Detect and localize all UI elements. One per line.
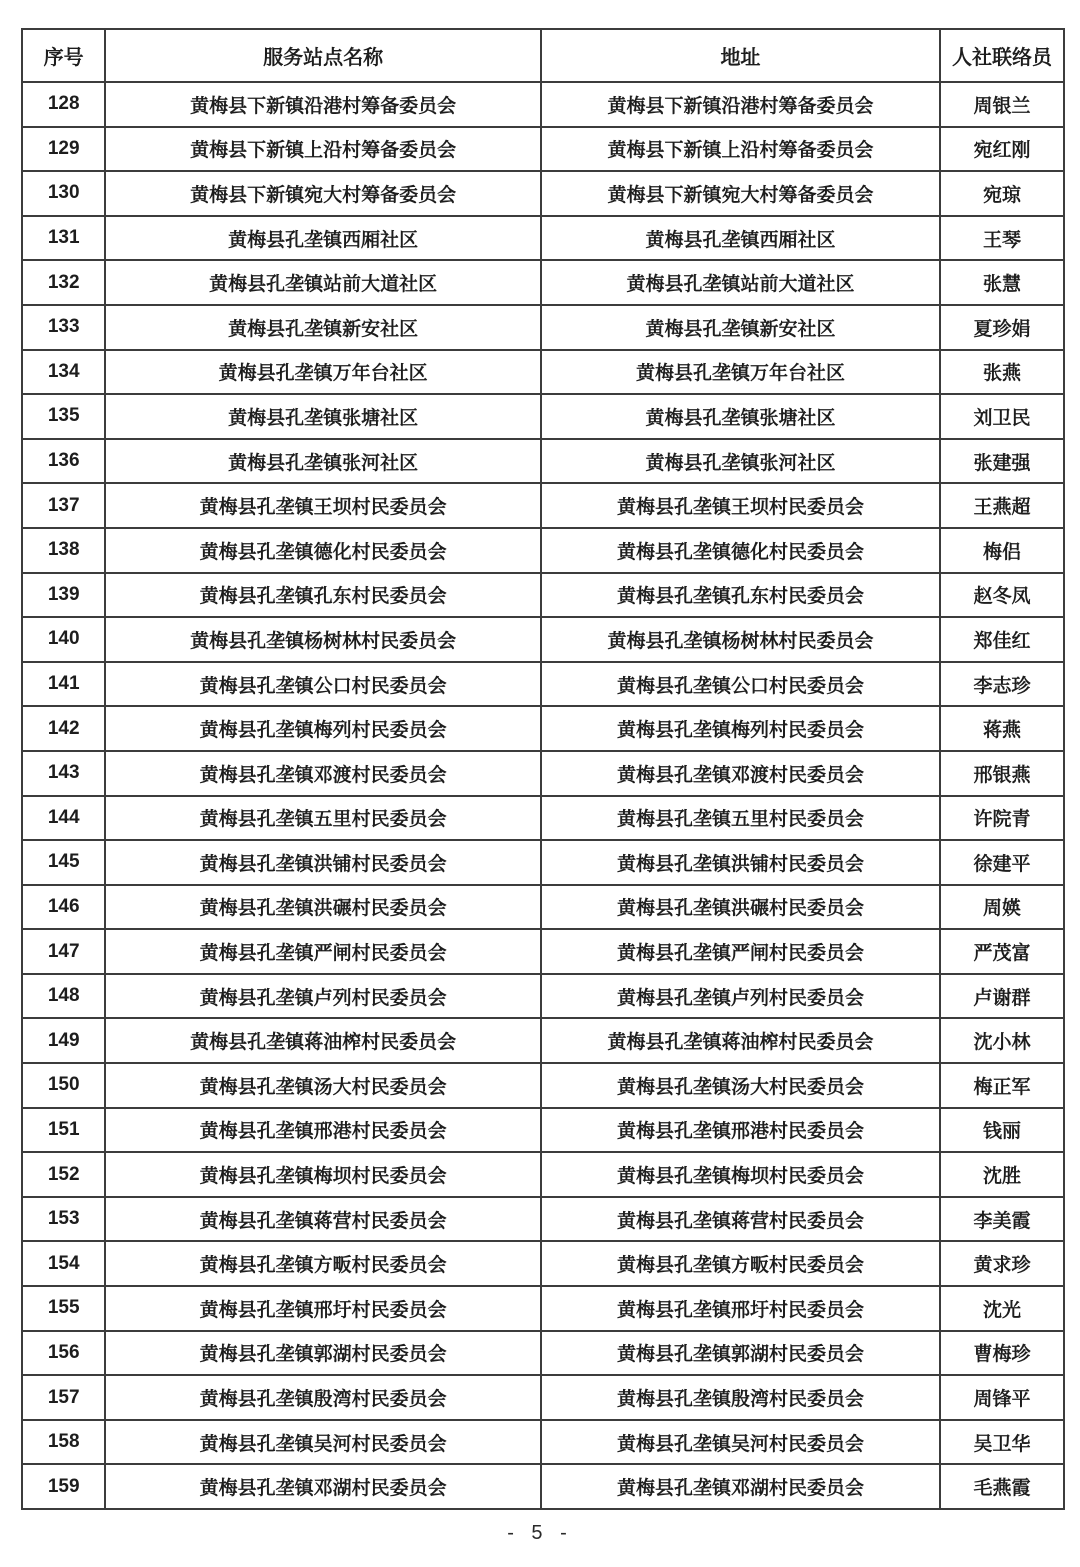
cell-station-name: 黄梅县孔垄镇张河社区 xyxy=(105,439,541,484)
header-cell-address: 地址 xyxy=(541,29,940,82)
table-row xyxy=(22,885,1064,930)
cell-address: 黄梅县下新镇沿港村筹备委员会 xyxy=(541,82,940,127)
cell-station-name: 黄梅县孔垄镇王坝村民委员会 xyxy=(105,483,541,528)
cell-liaison-name: 许院青 xyxy=(940,796,1064,841)
cell-liaison-name: 周媖 xyxy=(940,885,1064,930)
cell-serial-number: 159 xyxy=(22,1464,105,1509)
cell-station-name: 黄梅县孔垄镇邢港村民委员会 xyxy=(105,1108,541,1153)
cell-address: 黄梅县孔垄镇汤大村民委员会 xyxy=(541,1063,940,1108)
cell-address: 黄梅县孔垄镇邓湖村民委员会 xyxy=(541,1464,940,1509)
cell-address: 黄梅县孔垄镇五里村民委员会 xyxy=(541,796,940,841)
cell-liaison-name: 沈小林 xyxy=(940,1018,1064,1063)
table-row xyxy=(22,706,1064,751)
cell-liaison-name: 曹梅珍 xyxy=(940,1331,1064,1376)
table-row xyxy=(22,751,1064,796)
cell-liaison-name: 蒋燕 xyxy=(940,706,1064,751)
cell-station-name: 黄梅县孔垄镇杨树林村民委员会 xyxy=(105,617,541,662)
table-row xyxy=(22,1375,1064,1420)
cell-serial-number: 153 xyxy=(22,1197,105,1242)
cell-serial-number: 144 xyxy=(22,796,105,841)
cell-liaison-name: 王琴 xyxy=(940,216,1064,261)
cell-address: 黄梅县孔垄镇万年台社区 xyxy=(541,350,940,395)
cell-serial-number: 145 xyxy=(22,840,105,885)
cell-address: 黄梅县孔垄镇洪铺村民委员会 xyxy=(541,840,940,885)
cell-station-name: 黄梅县孔垄镇张塘社区 xyxy=(105,394,541,439)
cell-address: 黄梅县孔垄镇西厢社区 xyxy=(541,216,940,261)
cell-address: 黄梅县孔垄镇张河社区 xyxy=(541,439,940,484)
header-cell-name: 服务站点名称 xyxy=(105,29,541,82)
cell-address: 黄梅县孔垄镇孔东村民委员会 xyxy=(541,573,940,618)
table-row xyxy=(22,974,1064,1019)
page-number: - 5 - xyxy=(507,1522,573,1544)
cell-station-name: 黄梅县孔垄镇梅坝村民委员会 xyxy=(105,1152,541,1197)
table-row xyxy=(22,662,1064,707)
table-header-row xyxy=(22,29,1064,82)
table-row xyxy=(22,528,1064,573)
cell-liaison-name: 夏珍娟 xyxy=(940,305,1064,350)
cell-serial-number: 128 xyxy=(22,82,105,127)
cell-station-name: 黄梅县孔垄镇严闸村民委员会 xyxy=(105,929,541,974)
cell-station-name: 黄梅县下新镇宛大村筹备委员会 xyxy=(105,171,541,216)
cell-serial-number: 157 xyxy=(22,1375,105,1420)
table-row xyxy=(22,350,1064,395)
cell-liaison-name: 张建强 xyxy=(940,439,1064,484)
cell-liaison-name: 毛燕霞 xyxy=(940,1464,1064,1509)
cell-liaison-name: 周锋平 xyxy=(940,1375,1064,1420)
cell-serial-number: 140 xyxy=(22,617,105,662)
table-row xyxy=(22,1152,1064,1197)
cell-serial-number: 142 xyxy=(22,706,105,751)
cell-address: 黄梅县孔垄镇方畈村民委员会 xyxy=(541,1241,940,1286)
cell-station-name: 黄梅县孔垄镇西厢社区 xyxy=(105,216,541,261)
table-row xyxy=(22,1286,1064,1331)
cell-liaison-name: 沈光 xyxy=(940,1286,1064,1331)
cell-serial-number: 141 xyxy=(22,662,105,707)
table-row xyxy=(22,305,1064,350)
cell-address: 黄梅县孔垄镇严闸村民委员会 xyxy=(541,929,940,974)
cell-station-name: 黄梅县孔垄镇汤大村民委员会 xyxy=(105,1063,541,1108)
header-cell-no: 序号 xyxy=(22,29,105,82)
cell-serial-number: 132 xyxy=(22,260,105,305)
cell-serial-number: 149 xyxy=(22,1018,105,1063)
cell-serial-number: 135 xyxy=(22,394,105,439)
cell-station-name: 黄梅县孔垄镇蒋营村民委员会 xyxy=(105,1197,541,1242)
cell-address: 黄梅县孔垄镇邓渡村民委员会 xyxy=(541,751,940,796)
cell-liaison-name: 王燕超 xyxy=(940,483,1064,528)
cell-serial-number: 143 xyxy=(22,751,105,796)
cell-station-name: 黄梅县孔垄镇公口村民委员会 xyxy=(105,662,541,707)
cell-serial-number: 139 xyxy=(22,573,105,618)
cell-serial-number: 150 xyxy=(22,1063,105,1108)
cell-station-name: 黄梅县孔垄镇郭湖村民委员会 xyxy=(105,1331,541,1376)
table-row xyxy=(22,171,1064,216)
table-row xyxy=(22,929,1064,974)
cell-liaison-name: 刘卫民 xyxy=(940,394,1064,439)
cell-station-name: 黄梅县孔垄镇邓渡村民委员会 xyxy=(105,751,541,796)
cell-address: 黄梅县孔垄镇殷湾村民委员会 xyxy=(541,1375,940,1420)
cell-station-name: 黄梅县孔垄镇吴河村民委员会 xyxy=(105,1420,541,1465)
table-row xyxy=(22,1331,1064,1376)
table-row xyxy=(22,216,1064,261)
cell-liaison-name: 宛琼 xyxy=(940,171,1064,216)
cell-station-name: 黄梅县孔垄镇卢列村民委员会 xyxy=(105,974,541,1019)
cell-address: 黄梅县孔垄镇蒋油榨村民委员会 xyxy=(541,1018,940,1063)
table-row xyxy=(22,1108,1064,1153)
table-body xyxy=(22,82,1064,1509)
cell-liaison-name: 卢谢群 xyxy=(940,974,1064,1019)
table-row xyxy=(22,573,1064,618)
cell-address: 黄梅县孔垄镇郭湖村民委员会 xyxy=(541,1331,940,1376)
cell-station-name: 黄梅县孔垄镇邢圩村民委员会 xyxy=(105,1286,541,1331)
cell-liaison-name: 张慧 xyxy=(940,260,1064,305)
cell-liaison-name: 沈胜 xyxy=(940,1152,1064,1197)
cell-address: 黄梅县孔垄镇梅列村民委员会 xyxy=(541,706,940,751)
cell-station-name: 黄梅县下新镇上沿村筹备委员会 xyxy=(105,127,541,172)
cell-station-name: 黄梅县孔垄镇方畈村民委员会 xyxy=(105,1241,541,1286)
cell-serial-number: 155 xyxy=(22,1286,105,1331)
cell-address: 黄梅县孔垄镇卢列村民委员会 xyxy=(541,974,940,1019)
cell-serial-number: 136 xyxy=(22,439,105,484)
cell-station-name: 黄梅县孔垄镇德化村民委员会 xyxy=(105,528,541,573)
cell-liaison-name: 徐建平 xyxy=(940,840,1064,885)
table-row xyxy=(22,1420,1064,1465)
cell-liaison-name: 邢银燕 xyxy=(940,751,1064,796)
cell-address: 黄梅县孔垄镇蒋营村民委员会 xyxy=(541,1197,940,1242)
table-row xyxy=(22,1241,1064,1286)
cell-station-name: 黄梅县孔垄镇梅列村民委员会 xyxy=(105,706,541,751)
cell-serial-number: 131 xyxy=(22,216,105,261)
cell-address: 黄梅县下新镇上沿村筹备委员会 xyxy=(541,127,940,172)
cell-station-name: 黄梅县孔垄镇邓湖村民委员会 xyxy=(105,1464,541,1509)
cell-serial-number: 156 xyxy=(22,1331,105,1376)
cell-station-name: 黄梅县孔垄镇五里村民委员会 xyxy=(105,796,541,841)
cell-address: 黄梅县孔垄镇站前大道社区 xyxy=(541,260,940,305)
cell-station-name: 黄梅县孔垄镇新安社区 xyxy=(105,305,541,350)
service-stations-table xyxy=(21,28,1065,1510)
cell-serial-number: 148 xyxy=(22,974,105,1019)
cell-serial-number: 134 xyxy=(22,350,105,395)
cell-serial-number: 147 xyxy=(22,929,105,974)
cell-liaison-name: 周银兰 xyxy=(940,82,1064,127)
header-cell-liaison: 人社联络员 xyxy=(940,29,1064,82)
cell-station-name: 黄梅县孔垄镇孔东村民委员会 xyxy=(105,573,541,618)
table-row xyxy=(22,394,1064,439)
cell-station-name: 黄梅县孔垄镇洪碾村民委员会 xyxy=(105,885,541,930)
table-row xyxy=(22,260,1064,305)
cell-serial-number: 137 xyxy=(22,483,105,528)
cell-serial-number: 158 xyxy=(22,1420,105,1465)
cell-liaison-name: 梅正军 xyxy=(940,1063,1064,1108)
cell-address: 黄梅县孔垄镇邢港村民委员会 xyxy=(541,1108,940,1153)
cell-liaison-name: 梅侣 xyxy=(940,528,1064,573)
cell-liaison-name: 钱丽 xyxy=(940,1108,1064,1153)
cell-liaison-name: 吴卫华 xyxy=(940,1420,1064,1465)
cell-address: 黄梅县孔垄镇邢圩村民委员会 xyxy=(541,1286,940,1331)
cell-serial-number: 138 xyxy=(22,528,105,573)
cell-liaison-name: 李志珍 xyxy=(940,662,1064,707)
cell-serial-number: 146 xyxy=(22,885,105,930)
cell-liaison-name: 宛红刚 xyxy=(940,127,1064,172)
table-row xyxy=(22,840,1064,885)
table-row xyxy=(22,82,1064,127)
cell-liaison-name: 黄求珍 xyxy=(940,1241,1064,1286)
cell-address: 黄梅县孔垄镇梅坝村民委员会 xyxy=(541,1152,940,1197)
cell-address: 黄梅县下新镇宛大村筹备委员会 xyxy=(541,171,940,216)
cell-liaison-name: 张燕 xyxy=(940,350,1064,395)
cell-serial-number: 152 xyxy=(22,1152,105,1197)
table-row xyxy=(22,796,1064,841)
table-row xyxy=(22,439,1064,484)
table-row xyxy=(22,617,1064,662)
table-row xyxy=(22,1063,1064,1108)
cell-liaison-name: 赵冬凤 xyxy=(940,573,1064,618)
table-row xyxy=(22,1197,1064,1242)
cell-serial-number: 133 xyxy=(22,305,105,350)
cell-station-name: 黄梅县孔垄镇殷湾村民委员会 xyxy=(105,1375,541,1420)
cell-address: 黄梅县孔垄镇吴河村民委员会 xyxy=(541,1420,940,1465)
table-row xyxy=(22,127,1064,172)
cell-address: 黄梅县孔垄镇洪碾村民委员会 xyxy=(541,885,940,930)
cell-address: 黄梅县孔垄镇德化村民委员会 xyxy=(541,528,940,573)
cell-liaison-name: 严茂富 xyxy=(940,929,1064,974)
cell-serial-number: 151 xyxy=(22,1108,105,1153)
cell-address: 黄梅县孔垄镇杨树林村民委员会 xyxy=(541,617,940,662)
cell-address: 黄梅县孔垄镇张塘社区 xyxy=(541,394,940,439)
cell-serial-number: 154 xyxy=(22,1241,105,1286)
cell-station-name: 黄梅县下新镇沿港村筹备委员会 xyxy=(105,82,541,127)
cell-serial-number: 129 xyxy=(22,127,105,172)
cell-address: 黄梅县孔垄镇公口村民委员会 xyxy=(541,662,940,707)
cell-serial-number: 130 xyxy=(22,171,105,216)
table-row xyxy=(22,1018,1064,1063)
cell-station-name: 黄梅县孔垄镇站前大道社区 xyxy=(105,260,541,305)
cell-address: 黄梅县孔垄镇王坝村民委员会 xyxy=(541,483,940,528)
cell-liaison-name: 李美霞 xyxy=(940,1197,1064,1242)
table-row xyxy=(22,483,1064,528)
table-row xyxy=(22,1464,1064,1509)
cell-address: 黄梅县孔垄镇新安社区 xyxy=(541,305,940,350)
cell-station-name: 黄梅县孔垄镇万年台社区 xyxy=(105,350,541,395)
cell-station-name: 黄梅县孔垄镇蒋油榨村民委员会 xyxy=(105,1018,541,1063)
cell-liaison-name: 郑佳红 xyxy=(940,617,1064,662)
cell-station-name: 黄梅县孔垄镇洪铺村民委员会 xyxy=(105,840,541,885)
